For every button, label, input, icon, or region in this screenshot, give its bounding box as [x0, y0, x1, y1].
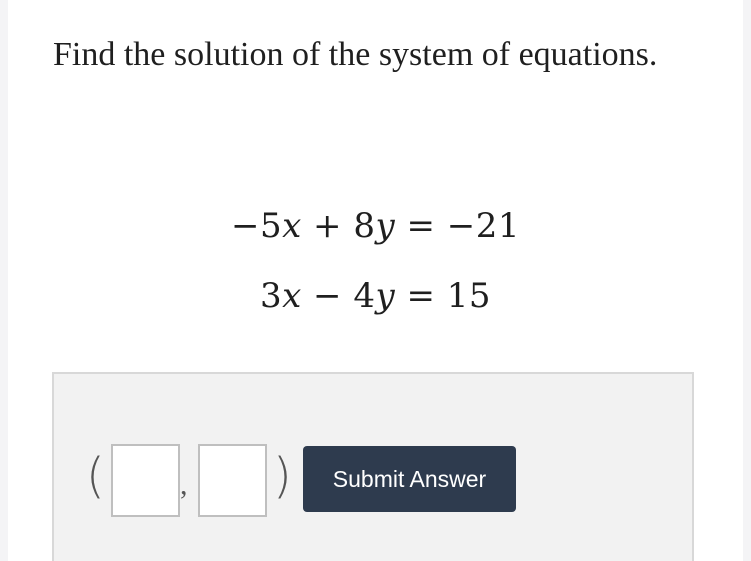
open-parenthesis: ( — [86, 448, 105, 504]
question-text: Find the solution of the system of equations. — [53, 36, 658, 73]
y-answer-input[interactable] — [198, 444, 267, 517]
submit-answer-button[interactable]: Submit Answer — [303, 446, 516, 512]
equation-2: 3𝑥 − 4𝑦 = 15 — [259, 276, 492, 316]
x-answer-input[interactable] — [111, 444, 180, 517]
equation-1: −5𝑥 + 8𝑦 = −21 — [230, 206, 521, 246]
comma-separator: , — [180, 468, 188, 501]
close-parenthesis: ) — [273, 448, 292, 504]
